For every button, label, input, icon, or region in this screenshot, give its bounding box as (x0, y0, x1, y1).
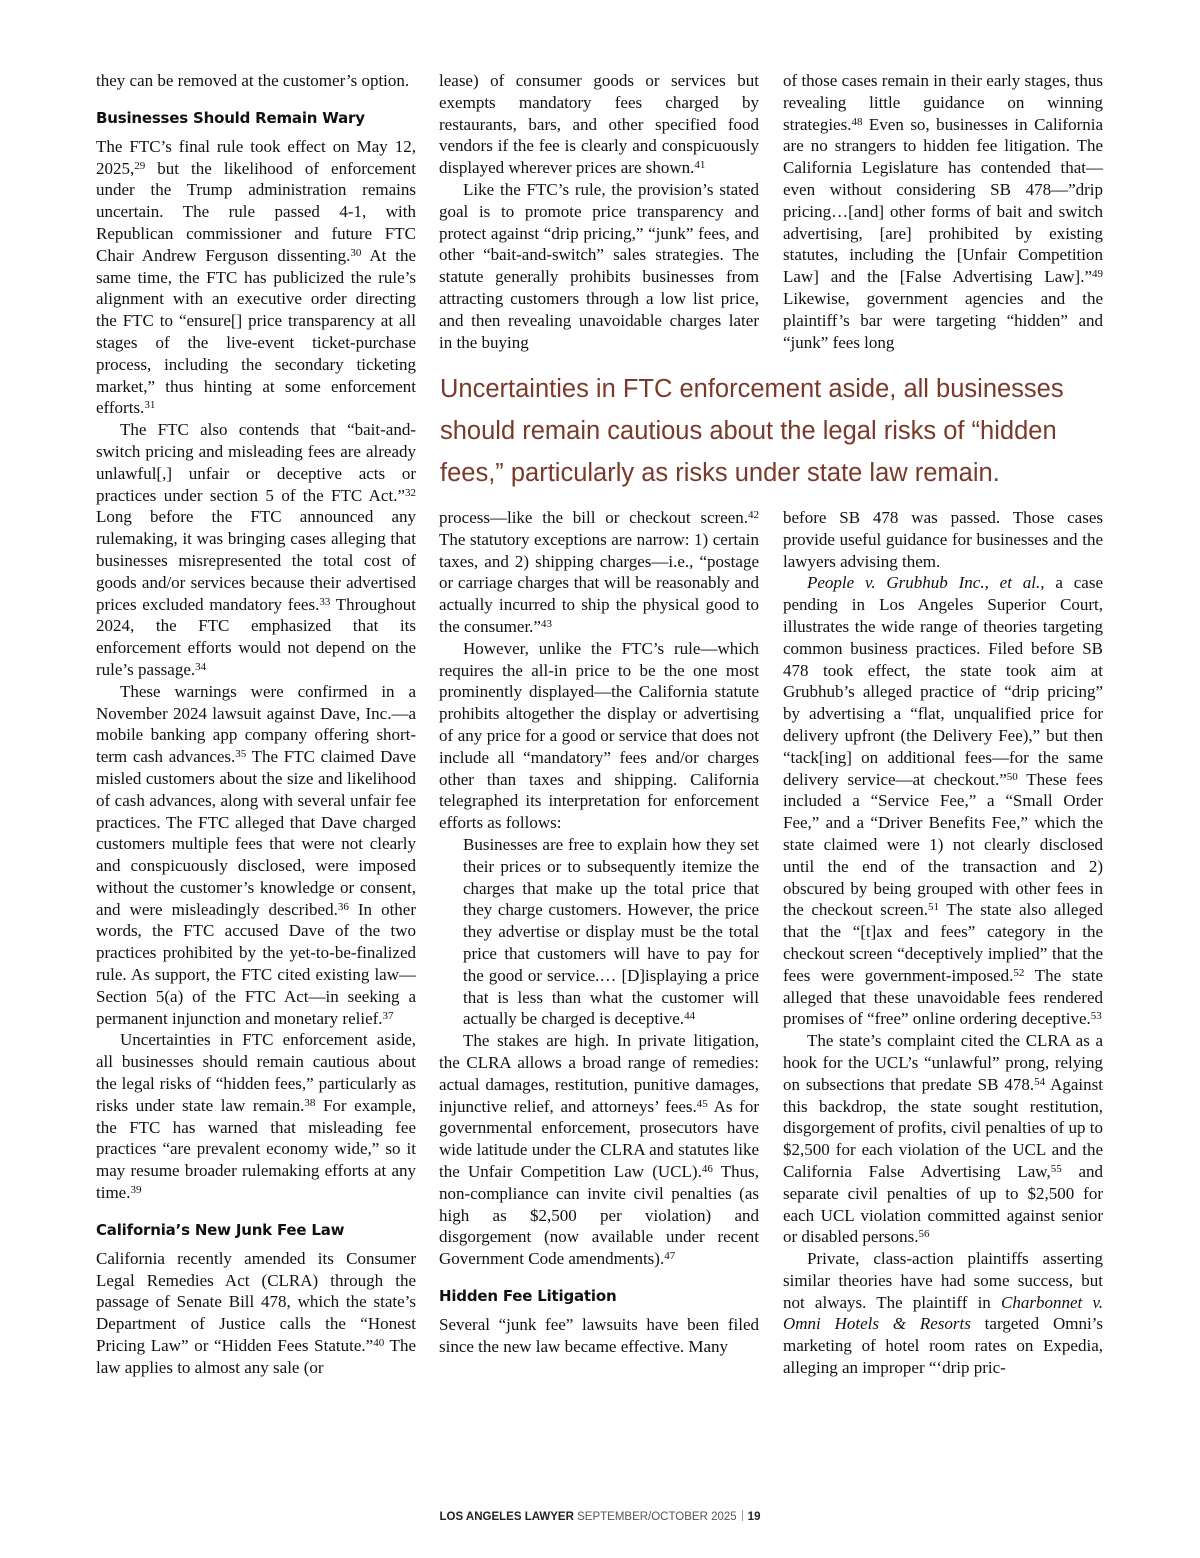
footnote-ref: 44 (684, 1010, 696, 1023)
footnote-ref: 40 (373, 1337, 385, 1350)
footnote-ref: 48 (851, 115, 863, 128)
issue-date: SEPTEMBER/OCTOBER 2025 (577, 1511, 737, 1523)
column-3-top (783, 70, 1103, 360)
footnote-ref: 52 (1013, 966, 1025, 979)
paragraph: The FTC’s final rule took effect on May 12, 2025,29 but the likelihood of enforcement under the Trump administration remains uncertain. The rule passed 4-1, with Republican commissioner and future FTC Chair Andrew Ferguson dissenting.$^{30}$ At the same time, the FTC has publicized the rule’s alignment with an executive order directing the FTC to “ensure[] price transparency at all stages of the live-event ticket-purchase process, including the secondary ticketing market,” thus hinting at some enforcement efforts.$^{31}$ (96, 136, 416, 418)
footnote-ref: 36 (337, 900, 349, 913)
footnote-ref: 30 (350, 246, 362, 259)
footnote-ref: 46 (701, 1162, 713, 1175)
section-heading-businesses-wary: Businesses Should Remain Wary (96, 108, 365, 127)
page-footer (0, 1510, 1200, 1523)
page-number: 19 (747, 1511, 761, 1523)
block-quote: Businesses are free to explain how they set their prices or to subsequently itemize the charges that make up the total price that they charge customers. However, the price they advertise or display must be the total price that customers will have to pay for the good or service.… [D]isplaying a price that is less than what the customer will actually be charged is deceptive.$^{44}$ (463, 834, 759, 1029)
section-heading-hidden-fee-litigation: Hidden Fee Litigation (439, 1286, 617, 1305)
footnote-ref: 34 (195, 660, 207, 673)
column-2-top (439, 70, 759, 360)
paragraph: The stakes are high. In private litigation, the CLRA allows a broad range of remedies: actual damages, restitution, punitive damages, injunctive relief, and attorneys’ fees.$^{45}$ As for governmental enforcement, prosecutors have wide latitude under the CLRA and statutes like the Unfair Competition Law (UCL).$^{46}$ Thus, non-compliance can invite civil penalties (as high as $2,500 per violation) and disgorgement (now available under recent Government Code amendments).$^{47}$ (439, 1031, 759, 1269)
paragraph: of those cases remain in their early stages, thus revealing little guidance on winning strategies.$^{48}$ Even so, businesses in California are no strangers to hidden fee litigation. The California Legislature has contended that—even without considering SB 478—”drip pricing…[and] other forms of bait and switch advertising, [are] prohibited by existing statutes, including the [Unfair Competition Law] and the [False Advertising Law].”$^{49}$ Likewise, government agencies and the plaintiff’s bar were targeting “hidden” and “junk” fees long (783, 71, 1103, 352)
footnote-ref: 29 (134, 159, 146, 172)
footnote-ref: 41 (694, 159, 706, 172)
magazine-name: LOS ANGELES LAWYER (439, 1511, 574, 1523)
footnote-ref: 49 (1092, 268, 1103, 281)
footnote-ref: 32 (405, 486, 416, 499)
footnote-ref: 31 (144, 399, 156, 412)
paragraph: Like the FTC’s rule, the provision’s stated goal is to promote price transparency and protect against “drip pricing,” “junk” fees, and other “bait-and-switch” sales strategies. The statute generally prohibits businesses from attracting customers through a low list price, and then revealing unavoidable charges later in the buying (439, 179, 759, 352)
column-2-bottom (439, 507, 759, 1497)
column-1 (96, 70, 417, 1377)
footnote-ref: 33 (319, 595, 331, 608)
footnote-ref: 56 (918, 1228, 930, 1241)
column-3-bottom (783, 507, 1103, 1497)
footnote-ref: 43 (540, 617, 552, 630)
paragraph: Private, class-action plaintiffs asserting similar theories have had some success, but not always. The plaintiff in Charbonnet v. Omni Hotels & Resorts targeted Omni’s marketing of hotel room rates on Expedia, alleging an improper “‘drip pric- (783, 1249, 1104, 1378)
footnote-ref: 35 (235, 748, 247, 761)
paragraph: People v. Grubhub Inc., et al., a case pending in Los Angeles Superior Court, illustrates the wide range of theories targeting common business practices. Filed before SB 478 took effect, the state took aim at Grubhub’s alleged practice of “drip pricing” by advertising a “flat, unqualified price for delivery upfront (the Delivery Fee),” but then “tack[ing] on additional fees—for the same delivery service—at checkout.”$^{50}$ These fees included a “Service Fee,” a “Small Order Fee,” and a “Driver Benefits Fee,” which the state claimed were 1) not clearly disclosed until the end of the transaction and 2) obscured by being grouped with other fees in the checkout screen.$^{51}$ The state also alleged that the “[t]ax and fees” category in the checkout screen “deceptively implied” that the fees were government-imposed.$^{52}$ The state alleged that these unavoidable fees rendered promises of “free” online ordering deceptive.$^{53}$ (783, 573, 1103, 1029)
paragraph: These warnings were confirmed in a November 2024 lawsuit against Dave, Inc.—a mobile banking app company offering short-term cash advances.$^{35}$ The FTC claimed Dave misled customers about the size and likelihood of cash advances, along with several unfair fee practices. The FTC alleged that Dave charged customers multiple fees that were not clearly and conspicuously disclosed, were imposed without the customer’s knowledge or consent, and were misleadingly described.$^{36}$ In other words, the FTC accused Dave of the two practices prohibited by the yet-to-be-finalized rule. As support, the FTC cited existing law—Section 5(a) of the FTC Act—in seeking a permanent injunction and monetary relief.$^{37}$ (96, 681, 416, 1028)
paragraph: process—like the bill or checkout screen.$^{42}$ The statutory exceptions are narrow: 1) certain taxes, and 2) shipping charges—i.e., “postage or carriage charges that will be reasonably and actually incurred to ship the physical good to the consumer.”$^{43}$ (439, 508, 759, 636)
footnote-ref: 51 (927, 901, 939, 914)
paragraph: However, unlike the FTC’s rule—which requires the all-in price to be the one most prominently displayed—the California statute prohibits altogether the display or advertising of any price for a good or service that does not include all “mandatory” fees and/or charges other than taxes and shipping. California telegraphed its interpretation for enforcement efforts as follows: (439, 638, 759, 833)
pull-quote: Uncertainties in FTC enforcement aside, all businesses should remain cautious about the legal risks of “hidden fees,” particularly as risks under state law remain. (440, 375, 1064, 487)
footnote-ref: 47 (664, 1250, 676, 1263)
footnote-ref: 45 (696, 1097, 708, 1110)
footnote-ref: 53 (1090, 1010, 1102, 1023)
footnote-ref: 55 (1050, 1162, 1062, 1175)
paragraph: The state’s complaint cited the CLRA as a hook for the UCL’s “unlawful” prong, relying on subsections that predate SB 478.54 Against this backdrop, the state sought restitution, disgorgement of profits, civil penalties of up to $2,500 for each violation of the UCL and the California False Advertising Law,$^{55}$ and separate civil penalties of up to $2,500 for each UCL violation committed against senior or disabled persons.$^{56}$ (783, 1031, 1104, 1247)
footnote-ref: 54 (1034, 1075, 1046, 1088)
paragraph: Uncertainties in FTC enforcement aside, all businesses should remain cautious about the legal risks of “hidden fees,” particularly as risks under state law remain.$^{38}$ For example, the FTC has warned that misleading fee practices “are prevalent economy wide,” so it may resume broader rulemaking efforts at any time.$^{39}$ (96, 1030, 417, 1203)
paragraph: The FTC also contends that “bait-and-switch pricing and misleading fees are already unlawful[,] unfair or deceptive acts or practices under section 5 of the FTC Act.”$^{32}$ Long before the FTC announced any rulemaking, it was bringing cases alleging that businesses misrepresented the total cost of goods and/or services because their advertised prices excluded mandatory fees.$^{33}$ Throughout 2024, the FTC emphasized that its enforcement efforts would not depend on the rule’s passage.$^{34}$ (96, 420, 416, 679)
paragraph: they can be removed at the customer’s option. (96, 71, 410, 90)
footnote-ref: 37 (382, 1009, 394, 1022)
paragraph: Several “junk fee” lawsuits have been filed since the new law became effective. Many (439, 1314, 759, 1356)
section-heading-junk-fee-law: California’s New Junk Fee Law (96, 1220, 345, 1239)
case-name: Charbonnet v. Omni Hotels & Resorts (783, 1292, 1103, 1334)
footnote-ref: 39 (130, 1184, 142, 1197)
footnote-ref: 42 (748, 509, 759, 521)
case-name: People v. Grubhub Inc., et al., (807, 573, 1045, 593)
paragraph: California recently amended its Consumer Legal Remedies Act (CLRA) through the passage of Senate Bill 478, which the state’s Department of Justice calls the “Honest Pricing Law” or “Hidden Fees Statute.”$^{40}$ The law applies to almost any sale (or (96, 1248, 416, 1377)
footer-divider (742, 1510, 743, 1521)
paragraph: before SB 478 was passed. Those cases provide useful guidance for businesses and the lawyers advising them. (783, 508, 1103, 571)
footnote-ref: 50 (1006, 770, 1018, 783)
footnote-ref: 38 (304, 1096, 316, 1109)
paragraph: lease) of consumer goods or services but exempts mandatory fees charged by restaurants, bars, and other specified food vendors if the fee is clearly and conspicuously displayed wherever prices are shown.$^{41}$ (439, 71, 759, 178)
